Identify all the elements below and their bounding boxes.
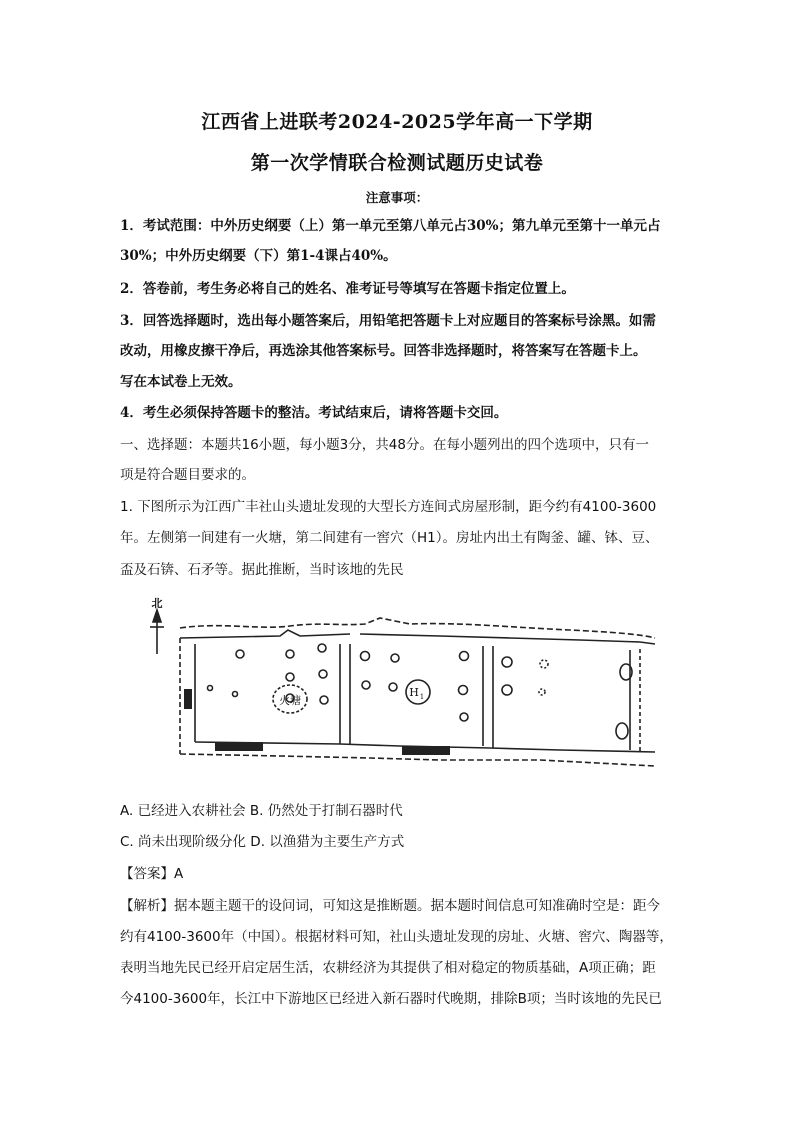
- q1-analysis-line-3: 表明当地先民已经开启定居生活，农耕经济为其提供了相对稳定的物质基础，A项正确；距: [120, 960, 656, 976]
- q1-stem-line-1: 1. 下图所示为江西广丰社山头遗址发现的大型长方连间式房屋形制，距今约有4100-3600: [120, 499, 657, 515]
- section-heading-line-2: 项是符合题目要求的。: [120, 467, 255, 483]
- exam-title-line-2: 第一次学情联合检测试题历史试卷: [250, 152, 544, 174]
- notice-2: 2．答卷前，考生务必将自己的姓名、准考证号等填写在答题卡指定位置上。: [120, 281, 575, 297]
- post-holes: [208, 644, 633, 739]
- notice-heading: 注意事项：: [365, 190, 429, 205]
- house-floor-plan-figure: [140, 594, 660, 784]
- q1-stem-line-3: 盃及石锛、石矛等。据此推断，当时该地的先民: [120, 562, 404, 578]
- outer-wall-bottom: [180, 754, 655, 766]
- hearth-label: 火塘: [279, 694, 301, 707]
- q1-stem-line-2: 年。左侧第一间建有一火塘，第二间建有一窖穴（H1）。房址内出土有陶釜、罐、钵、豆、: [120, 530, 659, 546]
- q1-options-line-1: A. 已经进入农耕社会 B. 仍然处于打制石器时代: [120, 803, 403, 819]
- storage-pit-label: H: [409, 686, 419, 699]
- wall-gap-slab: [184, 689, 192, 709]
- notice-1-line-2: 30%；中外历史纲要（下）第1-4课占40%。: [120, 248, 397, 264]
- section-heading-line-1: 一、选择题：本题共16小题，每小题3分，共48分。在每小题列出的四个选项中，只有一: [120, 437, 649, 453]
- threshold-slab-2: [402, 746, 450, 755]
- north-label: 北: [151, 597, 163, 610]
- notice-3-line-1: 3．回答选择题时，选出每小题答案后，用铅笔把答题卡上对应题目的答案标号涂黑。如需: [120, 313, 656, 329]
- q1-analysis-line-2: 约有4100-3600年（中国）。根据材料可知，社山头遗址发现的房址、火塘、窖穴、陶器等，: [120, 929, 673, 945]
- notice-4: 4．考生必须保持答题卡的整洁。考试结束后，请将答题卡交回。: [120, 405, 508, 421]
- q1-answer: 【答案】A: [120, 866, 184, 882]
- notice-1-line-1: 1．考试范围：中外历史纲要（上）第一单元至第八单元占30%；第九单元至第十一单元占: [120, 218, 661, 234]
- q1-analysis-line-4: 今4100-3600年，长江中下游地区已经进入新石器时代晚期，排除B项；当时该地的先民已: [120, 991, 662, 1007]
- exam-title-line-1: 江西省上进联考2024-2025学年高一下学期: [201, 111, 593, 133]
- inner-wall-top: [180, 630, 655, 644]
- q1-options-line-2: C. 尚未出现阶级分化 D. 以渔猎为主要生产方式: [120, 834, 405, 850]
- north-arrowhead: [153, 610, 161, 622]
- threshold-slab-1: [215, 742, 263, 751]
- storage-pit-subscript: 1: [419, 693, 425, 701]
- q1-analysis-line-1: 【解析】据本题主题干的设问词，可知这是推断题。据本题时间信息可知准确时空是：距今: [120, 898, 660, 914]
- notice-3-line-3: 写在本试卷上无效。: [120, 374, 242, 390]
- notice-3-line-2: 改动，用橡皮擦干净后，再选涂其他答案标号。回答非选择题时，将答案写在答题卡上。: [120, 343, 647, 359]
